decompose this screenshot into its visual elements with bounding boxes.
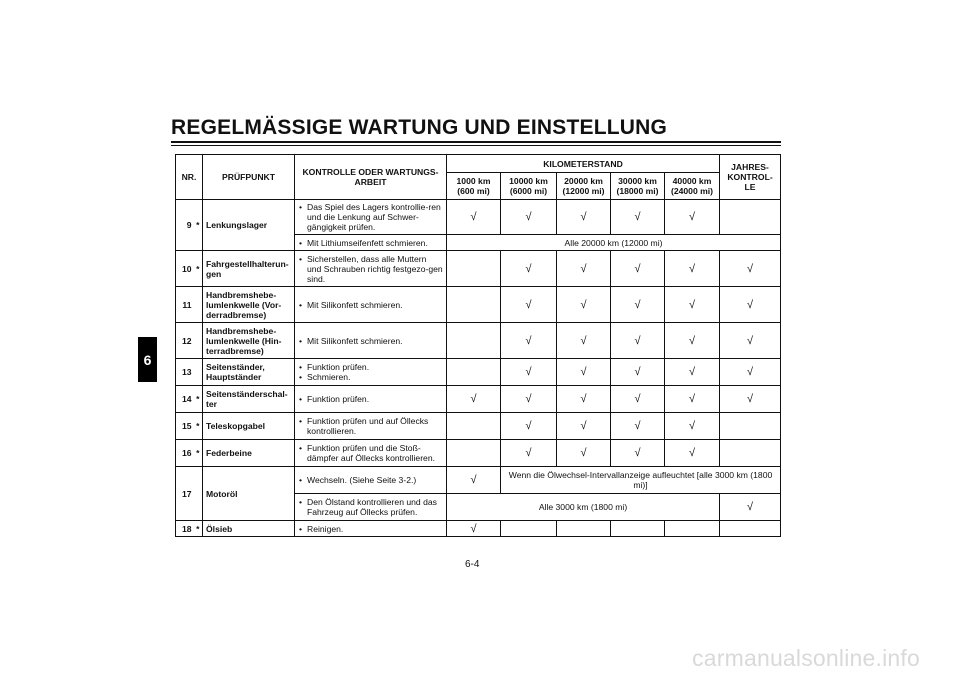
header-interval: 40000 km (24000 mi) [665,173,720,200]
check-mark: √ [611,359,665,386]
page-number: 6-4 [465,559,480,570]
title-rule-thin [171,145,781,146]
row-star: * [194,251,203,287]
check-action: • Das Spiel des Lagers kontrollie-ren und die Lenkung auf Schwer-gängigkeit prüfen. [299,202,443,232]
check-mark: √ [720,359,781,386]
interval-note: Alle 20000 km (12000 mi) [447,235,781,251]
row-star: * [194,200,203,251]
check-mark: √ [611,287,665,323]
check-mark: √ [665,251,720,287]
check-action: • Schmieren. [299,372,443,382]
table-row [176,323,781,359]
row-item: Seitenständerschal-ter [203,386,295,413]
row-star [194,467,203,521]
row-star: * [194,413,203,440]
check-action: • Funktion prüfen und die Stoß-dämpfer auf Öllecks kontrollieren. [299,443,443,463]
check-mark: √ [720,386,781,413]
row-item: Seitenständer, Hauptständer [203,359,295,386]
check-mark: √ [501,287,557,323]
row-item: Ölsieb [203,521,295,537]
interval-note: Alle 3000 km (1800 mi) [447,494,720,521]
row-number: 13 [176,359,194,386]
check-mark: √ [501,200,557,235]
check-action: • Reinigen. [299,524,443,534]
row-number: 11 [176,287,194,323]
check-mark: √ [557,287,611,323]
header-interval: 10000 km (6000 mi) [501,173,557,200]
table-row [176,359,781,386]
check-action: • Wechseln. (Siehe Seite 3-2.) [299,475,443,485]
check-action: • Mit Silikonfett schmieren. [299,336,443,346]
row-star: * [194,521,203,537]
row-number: 16 [176,440,194,467]
check-mark: √ [720,494,781,521]
check-mark: √ [501,251,557,287]
check-mark: √ [665,287,720,323]
row-number: 9 [176,200,194,251]
row-number: 10 [176,251,194,287]
interval-note: Wenn die Ölwechsel-Intervallanzeige aufleuchtet [alle 3000 km (1800 mi)] [501,467,781,494]
row-number: 17 [176,467,194,521]
check-mark: √ [611,413,665,440]
header-item: PRÜFPUNKT [203,155,295,200]
watermark: carmanualsonline.info [692,645,920,671]
row-star [194,287,203,323]
check-mark: √ [501,413,557,440]
table-row [176,521,781,537]
check-mark: √ [720,323,781,359]
table-row [176,287,781,323]
check-action: • Den Ölstand kontrollieren und das Fahrzeug auf Öllecks prüfen. [299,497,443,517]
row-item: Fahrgestellhalterun-gen [203,251,295,287]
check-mark: √ [501,386,557,413]
check-mark: √ [557,359,611,386]
check-action: • Funktion prüfen. [299,394,443,404]
chapter-tab: 6 [138,337,157,382]
check-mark: √ [665,413,720,440]
row-star [194,323,203,359]
check-mark: √ [665,200,720,235]
check-action: • Sicherstellen, dass alle Muttern und Schrauben richtig festgezo-gen sind. [299,254,443,284]
table-row [176,251,781,287]
check-mark: √ [611,386,665,413]
header-interval: 30000 km (18000 mi) [611,173,665,200]
row-item: Motoröl [203,467,295,521]
title-rule [171,141,781,143]
check-action: • Mit Lithiumseifenfett schmieren. [299,238,443,248]
row-item: Lenkungslager [203,200,295,251]
check-mark: √ [557,323,611,359]
check-mark: √ [447,467,501,494]
row-number: 14 [176,386,194,413]
check-mark: √ [611,440,665,467]
check-mark: √ [720,251,781,287]
check-mark: √ [447,521,501,537]
header-check: KONTROLLE ODER WARTUNGS-ARBEIT [295,155,447,200]
row-item: Teleskopgabel [203,413,295,440]
row-item: Federbeine [203,440,295,467]
header-nr: NR. [176,155,203,200]
header-odometer: KILOMETERSTAND [447,155,720,173]
check-mark: √ [557,386,611,413]
header-annual: JAHRES-KONTROL-LE [720,155,781,200]
table-row [176,200,781,235]
check-mark: √ [557,200,611,235]
table-row [176,467,781,494]
check-mark: √ [557,251,611,287]
header-interval: 20000 km (12000 mi) [557,173,611,200]
row-star: * [194,440,203,467]
check-mark: √ [665,359,720,386]
row-star [194,359,203,386]
check-mark: √ [447,200,501,235]
row-number: 12 [176,323,194,359]
check-mark: √ [665,323,720,359]
table-row [176,440,781,467]
check-mark: √ [611,323,665,359]
row-star: * [194,386,203,413]
header-interval: 1000 km (600 mi) [447,173,501,200]
check-mark: √ [665,440,720,467]
table-row [176,386,781,413]
check-mark: √ [665,386,720,413]
check-mark: √ [557,413,611,440]
check-mark: √ [447,386,501,413]
row-number: 15 [176,413,194,440]
check-mark: √ [501,440,557,467]
check-mark: √ [611,200,665,235]
row-item: Handbremshebe-lumlenkwelle (Vor-derradbremse) [203,287,295,323]
row-number: 18 [176,521,194,537]
page-title: REGELMÄSSIGE WARTUNG UND EINSTELLUNG [171,116,668,139]
maintenance-table [175,154,781,537]
check-mark: √ [501,359,557,386]
check-mark: √ [720,287,781,323]
row-item: Handbremshebe-lumlenkwelle (Hin-terradbremse) [203,323,295,359]
check-mark: √ [611,251,665,287]
check-mark: √ [557,440,611,467]
check-action: • Mit Silikonfett schmieren. [299,300,443,310]
check-action: • Funktion prüfen und auf Öllecks kontrollieren. [299,416,443,436]
check-action: • Funktion prüfen. [299,362,443,372]
table-row [176,413,781,440]
check-mark: √ [501,323,557,359]
